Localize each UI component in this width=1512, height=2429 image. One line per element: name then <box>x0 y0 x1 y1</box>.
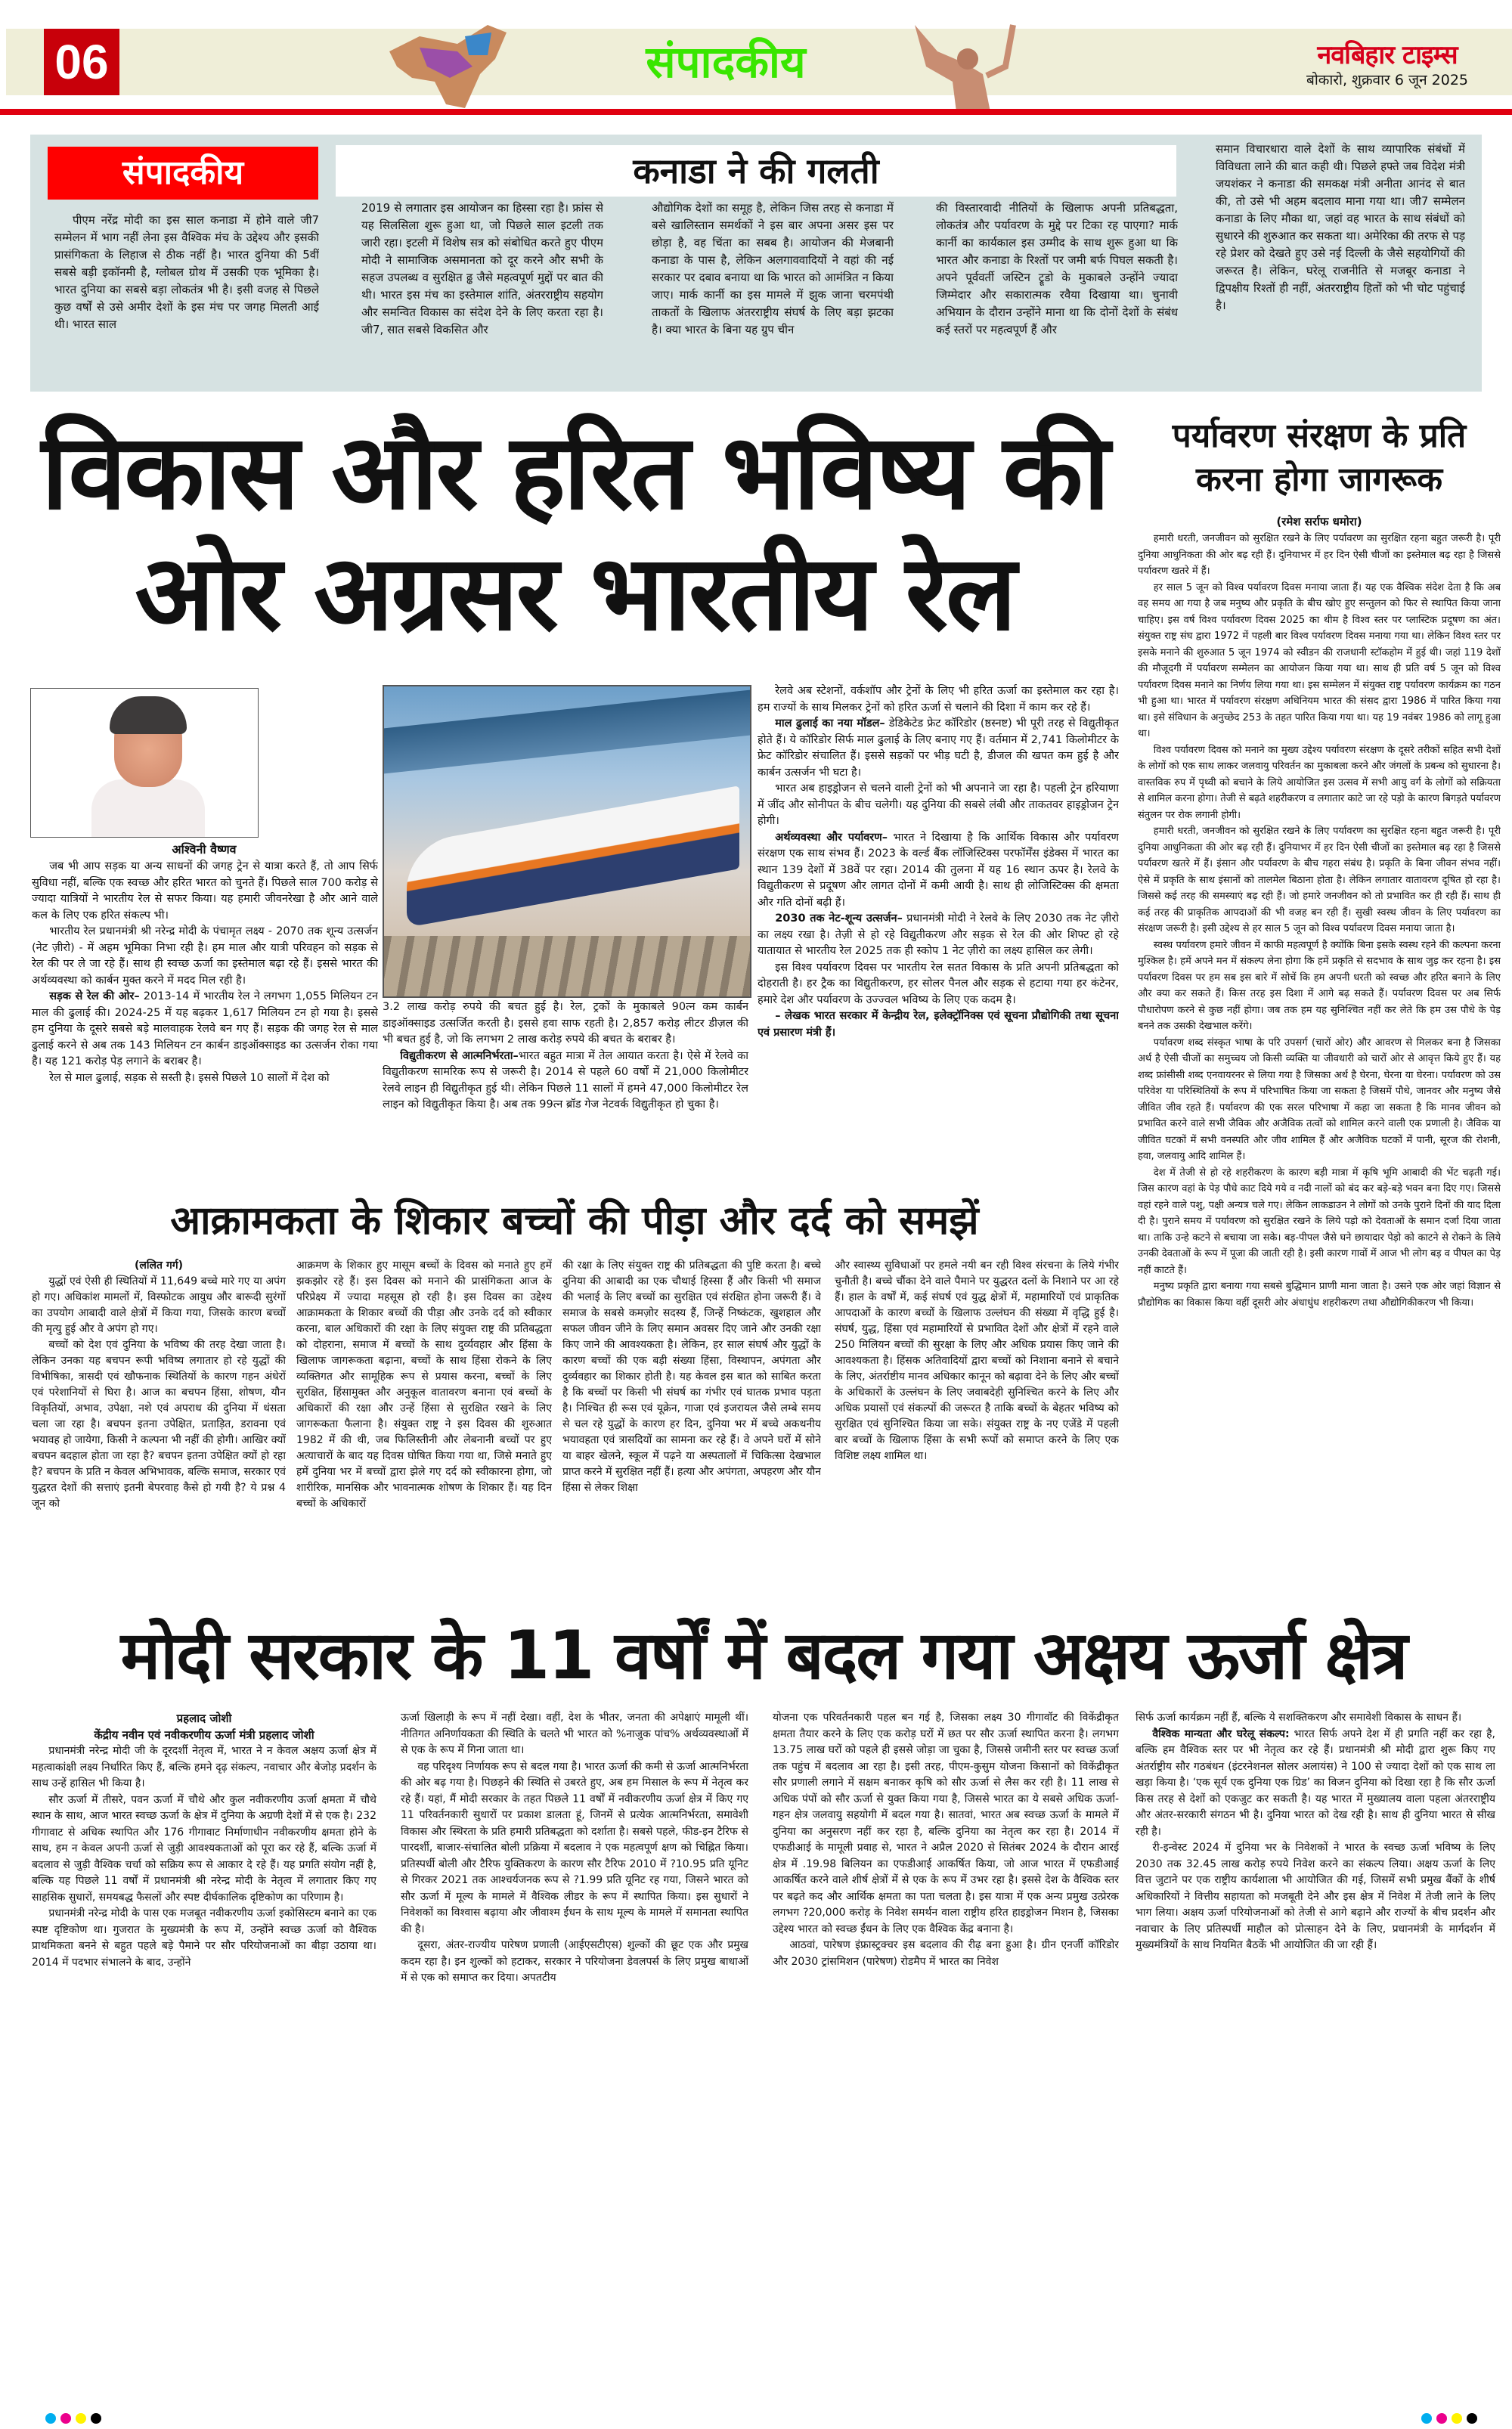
paragraph-text: प्रधानमंत्री मोदी ने रेलवे के लिए 2030 तक नेट ज़ीरो का लक्ष्य रखा है। तेज़ी से हो रहे विद्युतीकरण और सड़क से रेल की ओर शिफ्ट हो रहे यातायात से भारतीय रेल 2025 तक ही स्कोप 1 नेट ज़ीरो का लक्ष्य हासिल कर लेगी। <box>758 912 1119 957</box>
paragraph: हमारी धरती, जनजीवन को सुरक्षित रखने के लिए पर्यावरण का सुरक्षित रहना बहुत जरूरी है। पूरी दुनिया आधुनिकता की ओर बढ़ रही हैं। दुनियाभर में हर दिन ऐसी चीजों का इस्तेमाल बढ़ रहा है जिससे पर्यावरण खतरे में हैं। इंसान और पर्यावरण के बीच गहरा संबंध है। प्रकृति के बिना जीवन संभव नहीं। ऐसे में प्रकृति के साथ इंसानों को तालमेल बिठाना होता है। लेकिन लगातार वातावरण दूषित हो रहा है। जिससे कई तरह की समस्याएं बढ़ रही हैं। जो हमारे जनजीवन को तो प्रभावित कर ही रही हैं। साथ ही कई तरह की प्राकृतिक आपदाओं की भी वजह बन रही हैं। सुखी स्वस्थ जीवन के लिए पर्यावरण का संरक्षण जरूरी है। इसी उद्देश्य से हर साल 5 जून को विश्व पर्यावरण दिवस मनाया जाता है। <box>1138 826 1501 934</box>
registration-mark-black <box>91 2413 101 2424</box>
editorial-label: संपादकीय <box>48 147 318 200</box>
paragraph-lead: – लेखक भारत सरकार में केन्द्रीय रेल, इलेक्ट्रॉनिक्स एवं सूचना प्रौद्योगिकी तथा सूचना एवं प्रसारण मंत्री हैं। <box>758 1010 1119 1039</box>
environment-byline: (रमेश सर्राफ धमोरा) <box>1276 515 1362 528</box>
editorial-title: कनाडा ने की गलती <box>633 150 879 191</box>
paragraph-text: 2013-14 में भारतीय रेल ने लगभग 1,055 मिलियन टन माल की ढुलाई की। 2024-25 में यह बढ़कर 1,617 मिलियन टन हो गया है। इससे हम दुनिया के दूसरे सबसे बड़े मालवाहक रेलवे बन गए हैं। सड़क की जगह रेल से माल ढुलाई करने से अब तक 143 मिलियन टन कार्बन डाइऑक्साइड का उत्सर्जन रोका गया है। यह 121 करोड़ पेड़ लगाने के बराबर है। <box>32 990 378 1067</box>
children-column-3 <box>562 1258 821 1598</box>
energy-column-2 <box>401 1710 748 2409</box>
paragraph-text: भारत ने दिखाया है कि आर्थिक विकास और पर्यावरण संरक्षण एक साथ संभव हैं। 2023 के वर्ल्ड बैंक लॉजिस्टिक्स परफॉर्मेंस इंडेक्स में भारत का स्थान 139 देशों में 38वें पर रहा। 2014 की तुलना में यह 16 स्थान ऊपर है। रेलवे के विद्युतीकरण से प्रदूषण और लागत दोनों में कमी आयी है। साथ ही लोजिस्टिक्स की क्षमता और गति दोनों बढ़ी हैं। <box>758 831 1119 909</box>
headline-line-1: विकास और हरित भविष्य की <box>41 412 1108 533</box>
headline-line-2: ओर अग्रसर भारतीय रेल <box>135 532 1015 654</box>
environment-article-body <box>1138 531 1501 1597</box>
paragraph: इस विश्व पर्यावरण दिवस पर भारतीय रेल सतत विकास के प्रति अपनी प्रतिबद्धता को दोहराती है। हर ट्रैक का विद्युतीकरण, हर सोलर पैनल और सड़क से हटाया गया हर कंटेनर, हमारे देश और पर्यावरण के उज्ज्वल भविष्य के लिए एक कदम है। <box>758 961 1119 1006</box>
paragraph <box>296 1258 552 1512</box>
paragraph <box>383 1049 748 1114</box>
paragraph: जब भी आप सड़क या अन्य साधनों की जगह ट्रेन से यात्रा करते हैं, तो आप सिर्फ सुविधा नहीं, बल्कि एक स्वच्छ और हरित भारत को चुनते हैं। पिछले साल 700 करोड़ से ज्यादा यात्रियों ने भारतीय रेल से सफर किया। यह हमारी जीवनरेखा है और आने वाले कल के लिए एक हरित संकल्प भी। <box>32 860 378 922</box>
paragraph <box>32 989 378 1070</box>
editorial-column-4 <box>936 200 1178 381</box>
children-column-1 <box>32 1258 286 1598</box>
paragraph: पर्यावरण शब्द संस्कृत भाषा के परि उपसर्ग (चारों ओर) और आवरण से मिलकर बना है जिसका अर्थ है ऐसी चीजों का समुच्चय जो किसी व्यक्ति या जीवधारी को चारों ओर से आवृत्त किये हुए हैं। यह शब्द फ्रांसीसी शब्द एनवायरनर से लिया गया है जिसका अर्थ है घेरना, घेरना या घेरना। पर्यावरण को उस परिवेश या परिस्थितियों के रूप में परिभाषित किया जा सकता है जिसमें पौधे, जानवर और मनुष्य जैसे जीवित जीव रहते हैं। पर्यावरण की एक सरल परिभाषा में कहा जा सकता है कि मानव जीवन को प्रभावित करने वाले सभी जैविक और अजैविक तत्वों को शामिल करने वाली एक प्रणाली है। जैविक या जीवित घटकों में सभी वनस्पति और जीव शामिल हैं और अजैविक घटकों में पानी, सूरज की रोशनी, हवा, जलवायु आदि शामिल हैं। <box>1138 1036 1501 1162</box>
paragraph <box>773 1710 1119 1938</box>
paragraph: रेल से माल ढुलाई, सड़क से सस्ती है। इससे पिछले 10 सालों में देश को <box>49 1071 330 1084</box>
paragraph: दूसरा, अंतर-राज्यीय पारेषण प्रणाली (आईएसटीएस) शुल्कों की छूट एक और प्रमुख कदम रहा है। इन शुल्कों को हटाकर, सरकार ने परियोजना डेवलपर्स के लिए प्रमुख बाधाओं में से एक को समाप्त कर दिया। अपतटीय <box>401 1939 748 1984</box>
energy-column-3 <box>773 1710 1119 2409</box>
paragraph-text: योजना एक परिवर्तनकारी पहल बन गई है, जिसका लक्ष्य 30 गीगावॉट की विकेंद्रीकृत क्षमता तैयार करने के लिए एक करोड़ घरों में छत पर सौर ऊर्जा स्थापित करना है। लगभग 13.75 लाख घरों को पहले ही इससे जोड़ा जा चुका है, जिससे जमीनी स्तर पर स्वच्छ ऊर्जा तक पहुंच में बदलाव आ रहा है। इसी तरह, पीएम-कुसुम योजना किसानों को विकेंद्रीकृत सौर प्रणाली लगाने में सक्षम बनाकर कृषि को सौर ऊर्जा से लैस कर रही है। 11 लाख से अधिक पंपों को सौर ऊर्जा से युक्त किया गया है, जिससे भारत का ये सबसे अधिक ऊर्जा-गहन क्षेत्र जलवायु सहयोगी में बदल गया है। सातवां, भारत अब स्वच्छ ऊर्जा के मामले में दुनिया का अनुसरण नहीं कर रहा है, बल्कि दुनिया का नेतृत्व कर रहा है। 2014 में एफडीआई के मामूली प्रवाह से, भारत ने अप्रैल 2020 से सितंबर 2024 के दौरान आरई क्षेत्र में .19.98 बिलियन का एफडीआई आकर्षित किया, जो आज भारत में एफडीआई आकर्षित करने वाले शीर्ष क्षेत्रों में से एक के रूप में उभर रहा है। इससे देश के वैश्विक स्तर पर बढ़ते कद और आर्थिक क्षमता का पता चलता है। इस यात्रा में एक अन्य प्रमुख उत्प्रेरक लगभग ?20,000 करोड़ के निवेश समर्थन वाला राष्ट्रीय हरित हाइड्रोजन मिशन है, जिसका उद्देश्य भारत को स्वच्छ ईंधन के लिए एक वैश्विक केंद्र बनाना है। <box>773 1712 1119 1935</box>
energy-author-title: केंद्रीय नवीन एवं नवीकरणीय ऊर्जा मंत्री प्रहलाद जोशी <box>94 1728 314 1742</box>
paragraph: वह परिदृश्य निर्णायक रूप से बदल गया है। भारत ऊर्जा की कमी से ऊर्जा आत्मनिर्भरता की ओर बढ़ गया है। पिछड़ने की स्थिति से उबरते हुए, अब हम मिसाल के रूप में नेतृत्व कर रहे हैं। यहां, मैं मोदी सरकार के तहत पिछले 11 वर्षों में नवीकरणीय ऊर्जा क्षेत्र में किए गए 11 परिवर्तनकारी सुधारों पर प्रकाश डालता हूं, जिनमें से प्रत्येक आत्मनिर्भरता, समावेशी विकास और स्थिरता के प्रति हमारी प्रतिबद्धता को दर्शाता है। सबसे पहले, फीड-इन टैरिफ से पारदर्शी, बाजार-संचालित बोली प्रक्रिया में बदलाव ने एक महत्वपूर्ण क्षण को चिह्नित किया। प्रतिस्पर्धी बोली और टैरिफ युक्तिकरण के कारण सौर टैरिफ 2010 में ?10.95 प्रति यूनिट से गिरकर 2021 तक आश्चर्यजनक रूप से ?1.99 प्रति यूनिट रह गया, जिसने भारत को सौर ऊर्जा में मूल्य के मामले में वैश्विक लीडर के रूप में स्थापित किया। इस सुधारों ने निवेशकों का विश्वास बढ़ाया और जीवाश्म ईंधन के साथ मूल्य के मामले में समानता स्थापित की है। <box>401 1760 748 1935</box>
paragraph <box>758 1008 1119 1041</box>
registration-mark-yellow <box>76 2413 86 2424</box>
paragraph-lead: विद्युतीकरण से आत्मनिर्भरता– <box>400 1049 519 1062</box>
dateline: बोकारो, शुक्रवार 6 जून 2025 <box>1306 72 1469 88</box>
paragraph <box>562 1258 821 1496</box>
paragraph-lead: वैश्विक मान्यता और घरेलू संकल्प: <box>1152 1727 1290 1740</box>
paragraph: हमारी धरती, जनजीवन को सुरक्षित रखने के लिए पर्यावरण का सुरक्षित रहना बहुत जरूरी है। पूरी दुनिया आधुनिकता की ओर बढ़ रही हैं। दुनियाभर में हर दिन ऐसी चीजों का इस्तेमाल बढ़ रहा है जिससे पर्यावरण खतरे में हैं। <box>1138 533 1501 577</box>
paragraph: औद्योगिक देशों का समूह है, लेकिन जिस तरह से कनाडा में बसे खालिस्तान समर्थकों ने इस बार अपना असर इस पर छोड़ा है, वह चिंता का सबब है। आयोजन की मेजबानी कनाडा के पास है, लेकिन अलगाववादियों ने वहां की नई सरकार पर दबाव बनाया था कि भारत को आमंत्रित न किया जाए। मार्क कार्नी का इस मामले में झुक जाना चरमपंथी ताकतों के खिलाफ अंतरराष्ट्रीय संघर्ष के लिए बड़ा झटका है। क्या भारत के बिना यह ग्रुप चीन <box>652 201 894 336</box>
children-article-headline: आक्रामकता के शिकार बच्चों की पीड़ा और दर्द को समझें <box>170 1198 979 1244</box>
children-byline: (ललित गर्ग) <box>134 1259 184 1272</box>
train-photo <box>383 685 751 998</box>
rail-column-3 <box>758 683 1119 1170</box>
paragraph <box>758 911 1119 960</box>
registration-mark-magenta <box>1436 2413 1447 2424</box>
paragraph: देश में तेजी से हो रहे शहरीकरण के कारण बड़ी मात्रा में कृषि भूमि आबादी की भेंट चढ़ती गई। जिस कारण वहां के पेड़ पौधे काट दिये गये व नदी नालों को बंद कर बड़े-बड़े भवन बना दिए गए। जिससे वहां रहने वाले पशु, पक्षी अन्यत्र चले गए। लेकिन लाकडाउन ने लोगों को उनके पुराने दिनों की याद दिला दी है। पुराने समय में पर्यावरण को सुरक्षित रखने के लिये पड़ो को देवताओं के समान दर्जा दिया जाता था। ताकि उन्हे कटने से बचाया जा सके। बड़-पीपल जैसे घने छायादार पेड़ो को काटने से रोकने के लिये उनकी देवताओं के रूप में पूजा की जाती रही है। इसी कारण गावों में आज भी लोग बड़ व पीपल का पेड़ नहीं काटते हैं। <box>1138 1166 1501 1276</box>
paragraph <box>758 830 1119 912</box>
paragraph-lead: सड़क से रेल की ओर– <box>49 990 140 1002</box>
paragraph: रेलवे अब स्टेशनों, वर्कशॉप और ट्रेनों के लिए भी हरित ऊर्जा का इस्तेमाल कर रहा है। हम राज्यों के साथ मिलकर ट्रेनों को हरित ऊर्जा से चलाने की दिशा में काम कर रहे हैं। <box>758 685 1119 714</box>
registration-mark-magenta <box>60 2413 71 2424</box>
energy-column-1 <box>32 1710 376 2409</box>
paragraph-text: आक्रमण के शिकार हुए मासूम बच्चों के दिवस को मनाते हुए हमें झकझोर रहे हैं। इस दिवस को मनाने की प्रासंगिकता आज के परिप्रेक्ष्य में ज्यादा महसूस हो रही है। इस दिवस का उद्देश्य आक्रामकता के शिकार बच्चों की पीड़ा और उनके दर्द को स्वीकार करना, बाल अधिकारों की रक्षा के लिए संयुक्त राष्ट्र की प्रतिबद्धता को दोहराना, समाज में बच्चों के साथ दुर्व्यवहार और हिंसा के खिलाफ जागरूकता बढ़ाना, बच्चों के साथ हिंसा रोकने के लिए व्यक्तिगत और सामूहिक रूप से प्रयास करना, बच्चों के लिए सुरक्षित, हिंसामुक्त और अनुकूल वातावरण बनाना एवं बच्चों के अधिकारों की रक्षा और उन्हें हिंसा से सुरक्षित रखने के लिए जागरूकता फैलाना है। संयुक्त राष्ट्र ने इस दिवस की शुरुआत 1982 में की थी, जब फिलिस्तीनी और लेबनानी बच्चों पर हुए अत्याचारों के बाद यह दिवस घोषित किया गया था, जिसे मनाते हुए हमें दुनिया भर में बच्चों द्वारा झेले गए दर्द को स्वीकारना होगा, जो शारीरिक, मानसिक और भावनात्मक शोषण के शिकार हैं। यह दिन बच्चों के अधिकारों <box>296 1259 552 1510</box>
paragraph: री-इन्वेस्ट 2024 में दुनिया भर के निवेशकों ने भारत के स्वच्छ ऊर्जा भविष्य के लिए 2030 तक 32.45 लाख करोड़ रुपये निवेश करने का संकल्प लिया। अक्षय ऊर्जा के लिए वित्त जुटाने पर एक राष्ट्रीय कार्यशाला भी आयोजित की गई, जिसमें सभी प्रमुख बैंकों के शीर्ष अधिकारियों ने वित्तीय सहायता को मजबूती देने और इस क्षेत्र में निवेश में तेजी लाने के लिए भाग लिया। अक्षय ऊर्जा परियोजनाओं को तेजी से आगे बढ़ाने और राज्यों के बीच प्रदर्शन और नवाचार के लिए प्रतिस्पर्धी माहौल को प्रोत्साहन देने के लिए, प्रधानमंत्री के मार्गदर्शन में मुख्यमंत्रियों के साथ नियमित बैठकें भी आयोजित की जा रही हैं। <box>1136 1842 1495 1951</box>
paragraph: समान विचारधारा वाले देशों के साथ व्यापारिक संबंधों में विविधता लाने की बात कही थी। पिछले हफ्ते जब विदेश मंत्री जयशंकर ने कनाडा की समकक्ष मंत्री अनीता आनंद से बात की, तो उसे भी अहम बदलाव माना गया था। जी7 सम्मेलन कनाडा के लिए मौका था, जहां वह भारत के साथ संबंधों को सुधारने की शुरुआत कर सकता था। अमेरिका की तरफ से पड़ रहे प्रेशर को देखते हुए उसे नई दिल्ली के जैसे सहयोगियों की जरूरत है। लेकिन, घरेलू राजनीति से मजबूर कनाडा ने द्विपक्षीय रिश्तों ही नहीं, अंतरराष्ट्रीय हितों को भी चोट पहुंचाई है। <box>1216 142 1465 312</box>
paragraph <box>1136 1710 1495 1727</box>
page-number: 06 <box>44 29 119 95</box>
paragraph-text: ऊर्जा खिलाड़ी के रूप में नहीं देखा। वहीं, देश के भीतर, जनता की अपेक्षाएं मामूली थीं। नीतिगत अनिर्णायकता की स्थिति के चलते भी भारत को %नाजुक पांच% अर्थव्यवस्थाओं में से एक के रूप में गिना जाता था। <box>401 1712 748 1756</box>
paragraph-text: सिर्फ ऊर्जा कार्यक्रम नहीं हैं, बल्कि ये सशक्तिकरण और समावेशी विकास के साधन हैं। <box>1136 1712 1462 1724</box>
paragraph-text: और स्वास्थ्य सुविधाओं पर हमले नयी बन रही विश्व संरचना के लिये गंभीर चुनौती है। बच्चे चौंका देने वाले पैमाने पर युद्धरत दलों के निशाने पर आ रहे हैं। हाल के वर्षों में, कई संघर्ष एवं युद्ध क्षेत्रों में, महामारियों एवं प्राकृतिक आपदाओं के कारण बच्चों के खिलाफ उल्लंघन की संख्या में वृद्धि हुई है। संघर्ष, युद्ध, हिंसा एवं महामारियों से प्रभावित देशों और क्षेत्रों में रहने वाले 250 मिलियन बच्चों की सुरक्षा के लिए और अधिक प्रयास किए जाने की आवश्यकता है। हिंसक अतिवादियों द्वारा बच्चों को निशाना बनाने से बचाने के लिए, अंतर्राष्टीय मानव अधिकार कानून को बढ़ावा देने के लिए और बच्चों के अधिकारों के उल्लंघन के लिए जवाबदेही सुनिश्चित करने के लिए और अधिक प्रयासों एवं संकल्पों की जरूरत है ताकि बच्चों के बेहतर भविष्य को सुरक्षित एवं सुनिश्चित किया जा सके। संयुक्त राष्ट्र के नए एजेंडे में पहली बार बच्चों के खिलाफ हिंसा के सभी रूपों को समाप्त करने के लिए एक विशिष्ट लक्ष्य शामिल था। <box>835 1259 1119 1462</box>
paragraph-text: डेडिकेटेड फ्रेट कॉरिडोर (ष्ठस्नष्ट) भी पूरी तरह से विद्युतीकृत होते हैं। ये कॉरिडोर सिर्फ माल ढुलाई के लिए बनाए गए हैं। वर्तमान में 2,741 किलोमीटर के फ्रेट कॉरिडोर संचालित हैं। इससे सड़कों पर भीड़ घटी है, डीजल की खपत कम हुई है और कार्बन उत्सर्जन भी घटा है। <box>758 717 1119 779</box>
children-column-2 <box>296 1258 552 1598</box>
rail-column-1 <box>32 859 378 1170</box>
paragraph: हर साल 5 जून को विश्व पर्यावरण दिवस मनाया जाता हैं। यह एक वैश्विक संदेश देता है कि अब वह समय आ गया है जब मनुष्य और प्रकृति के बीच खोए हुए सन्तुलन को फिर से स्थापित किया जाना चाहिए। इस वर्ष विश्व पर्यावरण दिवस 2025 का थीम है विश्व स्तर पर प्लास्टिक प्रदूषण का अंत। संयुक्त राष्ट्र संघ द्वारा 1972 में पहली बार विश्व पर्यावरण दिवस मनाया गया था। लेकिन विश्व स्तर पर इसके मनाने की शुरुआत 5 जून 1974 को स्वीडन की राजधानी स्टॉकहोम में हुई थी। जहां 119 देशों की मौजूदगी में पर्यावरण सम्मेलन का आयोजन किया गया था। साथ ही प्रति वर्ष 5 जून को विश्व पर्यावरण दिवस मनाने का निर्णय लिया गया था। इस सम्मेलन में संयुक्त राष्ट्र पर्यावरण कार्यक्रम का गठन भी हुआ था। भारत में पर्यावरण संरक्षण अधिनियम भारत की संसद द्वारा 1986 में पारित किया गया था। इसे संविधान के अनुच्छेद 253 के तहत पारित किया गया था। यह 19 नवंबर 1986 को लागू हुआ था। <box>1138 581 1501 739</box>
paragraph-lead: 2030 तक नेट-शून्य उत्सर्जन– <box>775 912 903 925</box>
paragraph: विश्व पर्यावरण दिवस को मनाने का मुख्य उद्देश्य पर्यावरण संरक्षण के दूसरे तरीकों सहित सभी देशों के लोगों को एक साथ लाकर जलवायु परिवर्तन का मुकाबला करने और जंगलों के प्रबन्ध को सुधारना है। वास्तविक रुप में पृथ्वी को बचाने के लिये आयोजित इस उत्सव में सभी आयु वर्ग के लोगों को सक्रियता से शामिल करना होगा। तेजी से बढ़ते शहरीकरण व लगातार काटे जा रहे पड़ो के कारण बिगड़ते पर्यावरण संतुलन पर रोक लगानी होगी। <box>1138 744 1501 821</box>
energy-column-4 <box>1136 1710 1495 2409</box>
paragraph: मनुष्य प्रकृति द्वारा बनाया गया सबसे बुद्धिमान प्राणी माना जाता है। उसने एक ओर जहां विज्ञान से प्रौद्योगिक का विकास किया वहीं दूसरी ओर अंधाधुंध शहरीकरण तथा औद्योगिकीकरण भी किया। <box>1138 1281 1501 1309</box>
paragraph-text: भारत सिर्फ अपने देश में ही प्रगति नहीं कर रहा है, बल्कि हम वैश्विक स्तर पर भी नेतृत्व कर रहे हैं। प्रधानमंत्री श्री मोदी द्वारा शुरू किए गए अंतर्राष्ट्रीय सौर गठबंधन (इंटरनेशनल सोलर अलायंस) ने 100 से ज्यादा देशों को एक साथ ला खड़ा किया है। ‘एक सूर्य एक दुनिया एक ग्रिड’ का विजन दुनिया को दिखा रहा है कि सौर ऊर्जा किस तरह से देशों को एकजुट कर सकती है। यह भारत में मुख्यालय वाला पहला अंतरराष्ट्रीय और अंतर-सरकारी संगठन भी है। दुनिया भारत को देख रही है। साथ ही दुनिया भारत से सीख रही है। <box>1136 1727 1495 1838</box>
children-column-1-text <box>32 1274 286 1512</box>
paragraph: प्रधानमंत्री नरेन्द्र मोदी के पास एक मजबूत नवीकरणीय ऊर्जा इकोसिस्टम बनाने का एक स्पष्ट दृष्टिकोण था। गुजरात के मुख्यमंत्री के रूप में, उन्होंने स्वच्छ ऊर्जा को वैश्विक प्राथमिकता बनने से बहुत पहले बड़े पैमाने पर सौर परियोजनाओं का बीड़ा उठाया था। 2014 में पदभार संभालने के बाद, उन्होंने <box>32 1907 376 1969</box>
state-map-collage-image <box>374 21 556 112</box>
paragraph: प्रधानमंत्री नरेन्द्र मोदी जी के दूरदर्शी नेतृत्व में, भारत ने न केवल अक्षय ऊर्जा क्षेत्र में महत्वाकांक्षी लक्ष्य निर्धारित किए हैं, बल्कि हमने दृढ़ संकल्प, नवाचार और बेजोड़ प्रदर्शन के साथ उन्हें हासिल भी किया है। <box>32 1745 376 1789</box>
paragraph: पीएम नरेंद्र मोदी का इस साल कनाडा में होने वाले जी7 सम्मेलन में भाग नहीं लेना इस वैश्विक मंच के उद्देश्य और इसकी प्रासंगिकता के लिहाज से ठीक नहीं है। भारत दुनिया की 5वीं सबसे बड़ी इकॉनमी है, ग्लोबल ग्रोथ में उसकी एक भूमिका है। भारत दुनिया का सबसे बड़ा लोकतंत्र भी है। इसी वजह से पिछले कुछ वर्षों से उसे अमीर देशों के इस मंच पर जगह मिलती आई थी। भारत साल <box>54 213 319 331</box>
rail-article-headline <box>23 412 1126 654</box>
paragraph <box>401 1710 748 1759</box>
rail-author-name: अश्विनी वैष्णव <box>172 842 237 857</box>
registration-mark-yellow <box>1452 2413 1462 2424</box>
editorial-column-1 <box>54 212 319 386</box>
paragraph <box>1136 1727 1495 1841</box>
paragraph: भारत अब हाइड्रोजन से चलने वाली ट्रेनों को भी अपनाने जा रहा है। पहली ट्रेन हरियाणा में जींद और सोनीपत के बीच चलेगी। यह दुनिया की सबसे लंबी और ताकतवर हाइड्रोजन ट्रेन होगी। <box>758 782 1119 827</box>
paragraph <box>383 999 748 1049</box>
author-photo <box>30 688 259 838</box>
registration-mark-cyan <box>1421 2413 1432 2424</box>
newspaper-name: नवबिहार टाइम्स <box>1317 40 1458 70</box>
paragraph-text: 3.2 लाख करोड़ रुपये की बचत हुई है। रेल, ट्रकों के मुकाबले 90त्न कम कार्बन डाइऑक्साइड उत्सर्जित करती है। इससे हवा साफ रहती है। 2,857 करोड़ लीटर डीज़ल की भी बचत हुई है, जो कि लगभग 2 लाख करोड़ रुपये की बचत के बराबर है। <box>383 1001 748 1046</box>
energy-column-1-text <box>32 1743 376 1971</box>
paragraph: स्वस्थ पर्यावरण हमारे जीवन में काफी महत्वपूर्ण है क्योंकि बिना इसके स्वस्थ रहने की कल्पना करना मुश्किल है। हमें अपने मन में संकल्प लेना होगा कि हमें प्रकृति से सदभाव के साथ जुड़ कर रहना है। इस पर्यावरण दिवस पर हम सब इस बारे में सोचें कि हम अपनी धरती को स्वच्छ और हरित बनाने के लिए और क्या कर सकते हैं। किस तरह इस दिशा में आगे बढ़ सकते हैं। पर्यावरण दिवस पर अब सिर्फ पौधारोपण करने से कुछ नहीं होगा। जब तक हम यह सुनिश्चित नहीं कर लेते कि हम उस पौधे के पेड़ बनने तक उसकी देखभाल करेंगे। <box>1138 939 1501 1032</box>
registration-mark-black <box>1467 2413 1477 2424</box>
rail-column-2 <box>383 999 748 1170</box>
energy-article-headline: मोदी सरकार के 11 वर्षों में बदल गया अक्षय ऊर्जा क्षेत्र <box>120 1616 1407 1694</box>
paragraph: 2019 से लगातार इस आयोजन का हिस्सा रहा है। फ्रांस से यह सिलसिला शुरू हुआ था, जो पिछले साल इटली तक जारी रहा। इटली में विशेष सत्र को संबोधित करते हुए पीएम मोदी ने सामाजिक असमानता को दूर करने और सभी के सहज उपलब्ध व सुरक्षित ढ्ढ जैसे महत्वपूर्ण मुद्दों पर बात की थी। भारत इस मंच का इस्तेमाल शांति, अंतरराष्ट्रीय सहयोग और समन्वित विकास का संदेश देने के लिए करता रहा है। जी7, सात सबसे विकसित और <box>361 201 603 336</box>
paragraph-text: की रक्षा के लिए संयुक्त राष्ट्र की प्रतिबद्धता की पुष्टि करता है। बच्चे दुनिया की आबादी का एक चौथाई हिस्सा हैं और किसी भी समाज की भलाई के लिए बच्चों का सुरक्षित एवं संरक्षित होना जरूरी हैं। वे समाज के सबसे कमज़ोर सदस्य हैं, जिन्हें निष्कंटक, खुशहाल और सफल जीवन जीने के लिए समान अवसर दिए जाने और उनकी रक्षा किए जाने की आवश्यकता है। लेकिन, हर साल संघर्ष और युद्धों के कारण बच्चों की एक बड़ी संख्या हिंसा, विस्थापन, अपंगता और दुर्व्यवहार का शिकार होती है। यह केवल इस बात को साबित करता है कि बच्चों पर किसी भी संघर्ष का गंभीर एवं घातक प्रभाव पड़ता है। निश्चित ही रूस एवं यूक्रेन, गाजा एवं इजरायल जैसे लम्बे समय से चल रहे युद्धों के कारण हर दिन, दुनिया भर में बच्चे अकथनीय भयावहता एवं त्रासदियों का सामना कर रहे हैं। वे अपने घरों में सोने या बाहर खेलने, स्कूल में पढ़ने या अस्पतालों में चिकित्सा देखभाल प्राप्त करने में सुरक्षित नहीं हैं। हत्या और अपंगता, अपहरण और यौन हिंसा से लेकर शिक्षा <box>562 1259 821 1494</box>
editorial-column-3 <box>652 200 894 381</box>
registration-mark-cyan <box>45 2413 56 2424</box>
editorial-column-2 <box>361 200 603 381</box>
paragraph <box>758 716 1119 781</box>
section-title: संपादकीय <box>646 36 806 88</box>
paragraph-lead: अर्थव्यवस्था और पर्यावरण– <box>775 831 888 844</box>
paragraph: युद्धों एवं ऐसी ही स्थितियों में 11,649 बच्चे मारे गए या अपंग हो गए। अधिकांश मामलों में, विस्फोटक आयुध और बारूदी सुरंगों का उपयोग आबादी वाले क्षेत्रों में किया गया, जिसके कारण बच्चों की मृत्यु हुई और वे अपंग हो गए। <box>32 1275 286 1335</box>
energy-author: प्रहलाद जोशी <box>176 1712 232 1725</box>
editorial-column-5 <box>1216 141 1465 383</box>
paragraph-text: भारत बहुत मात्रा में तेल आयात करता है। ऐसे में रेलवे का विद्युतीकरण सामरिक रूप से जरूरी है। 2014 से पहले 60 वर्षों में 21,000 किलोमीटर रेलवे लाइन ही विद्युतीकृत हुई थी। लेकिन पिछले 11 सालों में हमने 47,000 किलोमीटर रेल लाइन को विद्युतीकृत किया है। अब तक 99त्न ब्रॉड गेज नेटवर्क विद्युतीकृत हो चुका है। <box>383 1049 748 1111</box>
masthead-rule <box>0 109 1512 115</box>
paragraph: भारतीय रेल प्रधानमंत्री श्री नरेन्द्र मोदी के पंचामृत लक्ष्य - 2070 तक शून्य उत्सर्जन (नेट ज़ीरो) - में अहम भूमिका निभा रही है। हम माल और यात्री परिवहन को सड़क से रेल की पर ले जा रहे हैं। साथ ही स्वच्छ ऊर्जा का इस्तेमाल बढ़ा रहे हैं। इससे भारत की अर्थव्यवस्था को कार्बन मुक्त करने में मदद मिल रही है। <box>32 925 378 987</box>
environment-article-title: पर्यावरण संरक्षण के प्रति करना होगा जागरूक <box>1172 417 1467 499</box>
paragraph: बच्चों को देश एवं दुनिया के भविष्य की तरह देखा जाता है। लेकिन उनका यह बचपन रूपी भविष्य लगातार हो रहे युद्धों की विभीषिका, त्रासदी एवं खौफनाक स्थितियों के कारण गहन अंधेरों एवं परेशानियों से घिरा है। आज का बचपन हिंसा, शोषण, यौन विकृतियों, अभाव, उपेक्षा, नशे एवं अपराध की दुनिया में धंसता चला जा रहा है। बचपन इतना उपेक्षित, प्रताड़ित, डरावना एवं भयावह हो जायेगा, किसी ने कल्पना भी नहीं की होगी। आखिर क्यों बचपन बदहाल होता जा रहा है? बचपन इतना उपेक्षित क्यों हो रहा है? बचपन के प्रति न केवल अभिभावक, बल्कि समाज, सरकार एवं युद्धरत देशों की सत्ताएं इतनी बेपरवाह कैसे हो गयी है? ये प्रश्न 4 जून को <box>32 1339 286 1510</box>
paragraph <box>835 1258 1119 1464</box>
statue-illustration <box>900 21 1051 112</box>
paragraph: की विस्तारवादी नीतियों के खिलाफ अपनी प्रतिबद्धता, लोकतंत्र और पर्यावरण के मुद्दे पर टिका रह पाएगा? मार्क कार्नी का कार्यकाल इस उम्मीद के साथ शुरू हुआ था कि भारत और कनाडा के रिश्तों पर जमी बर्फ पिघल सकती है। अपने पूर्ववर्ती जस्टिन ट्रूडो के मुकाबले उन्होंने ज्यादा जिम्मेदार और सकारात्मक रवैया दिखाया था। चुनावी अभियान के दौरान उन्होंने माना था कि दोनों देशों के संबंध कई स्तरों पर महत्वपूर्ण हैं और <box>936 201 1178 336</box>
paragraph: सौर ऊर्जा में तीसरे, पवन ऊर्जा में चौथे और कुल नवीकरणीय ऊर्जा क्षमता में चौथे स्थान के साथ, आज भारत स्वच्छ ऊर्जा के क्षेत्र में दुनिया के अग्रणी देशों में से एक है। 232 गीगावाट से अधिक स्थापित और 176 गीगावाट निर्माणाधीन नवीकरणीय क्षमता होने के साथ, हम न केवल अपनी ऊर्जा से जुड़ी आवश्यकताओं को पूरा कर रहे हैं, बल्कि ऊर्जा में बदलाव से जुड़ी वैश्विक चर्चा को सक्रिय रूप से आकार दे रहे हैं। यह प्रगति संयोग नहीं है, बल्कि यह पिछले 11 वर्षों में प्रधानमंत्री श्री नरेन्द्र मोदी के नेतृत्व में लगातार किए गए साहसिक सुधारों, समयबद्ध फैसलों और स्पष्ट दीर्घकालिक दृष्टिकोण का परिणाम है। <box>32 1793 376 1904</box>
children-column-4 <box>835 1258 1119 1598</box>
paragraph: आठवां, पारेषण इंफ्रास्ट्रक्चर इस बदलाव की रीढ़ बना हुआ है। ग्रीन एनर्जी कॉरिडोर और 2030 ट्रांसमिशन (पारेषण) रोडमैप में भारत का निवेश <box>773 1939 1119 1968</box>
paragraph-lead: माल ढुलाई का नया मॉडल– <box>775 717 885 730</box>
